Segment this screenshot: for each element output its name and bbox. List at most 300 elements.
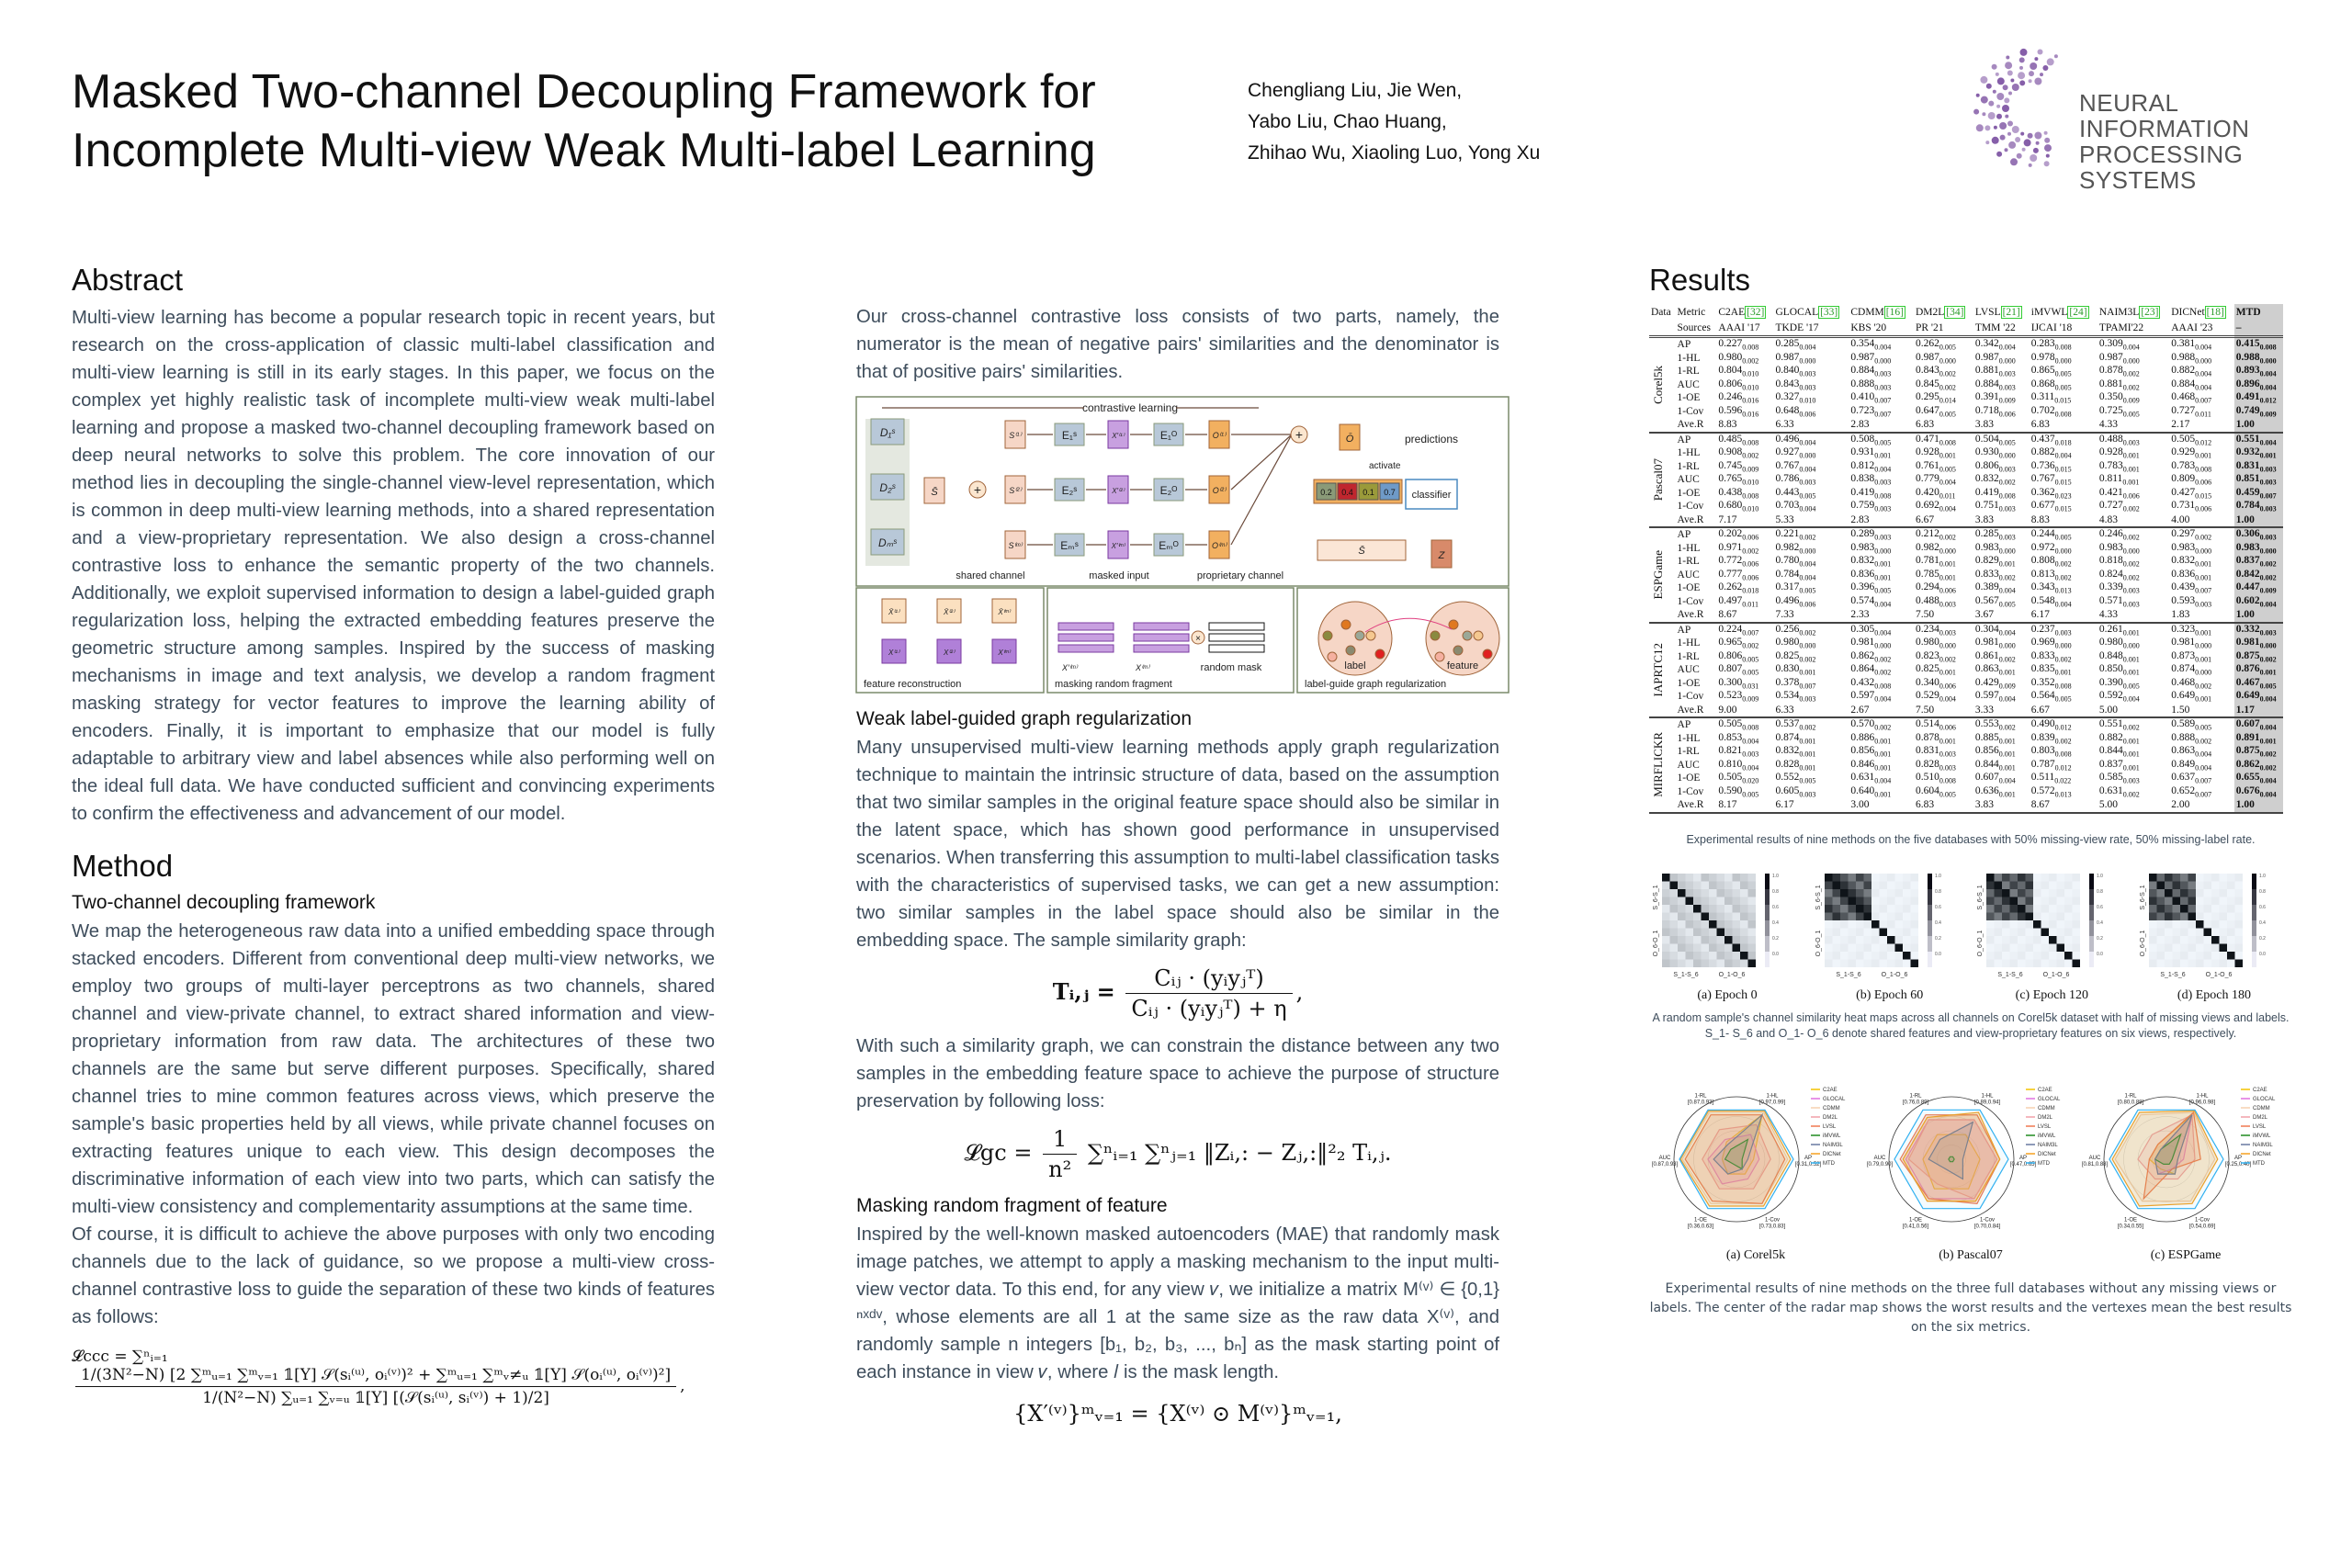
value-mean: 0.305 [1850, 623, 1875, 635]
header-method-name: NAIM3L [2098, 306, 2140, 318]
logo-dot [2004, 97, 2009, 103]
right-column [1649, 262, 2292, 1337]
value-mean: 0.262 [1915, 338, 1939, 350]
heatmap-cell [2033, 936, 2041, 944]
heatmap-cell [1709, 928, 1717, 936]
value-std: 0.009 [1742, 694, 1759, 704]
value-mean: 0.246 [1718, 391, 1743, 403]
value-cell [1773, 759, 1849, 773]
heatmap-cell [1840, 874, 1849, 882]
logo-dot [2010, 79, 2014, 83]
value-mean: 0.983 [2171, 541, 2196, 553]
value-mean: 0.597 [1974, 690, 1999, 702]
value-mean: 0.736 [2030, 459, 2055, 471]
logo-dot [2007, 71, 2013, 76]
subheading-two-channel: Two-channel decoupling framework [72, 892, 376, 913]
value-std: 0.010 [1742, 478, 1759, 487]
value-mean: 0.908 [1718, 446, 1743, 458]
x-m-label: X⁽ᵐ⁾ [1136, 663, 1149, 672]
value-mean: 0.300 [1718, 676, 1743, 688]
value-mean: 0.784 [2235, 500, 2260, 512]
value-mean: 0.602 [2235, 594, 2260, 606]
value-mean: 0.354 [1850, 338, 1875, 350]
heatmap-cell [1748, 897, 1757, 905]
heatmap-cell [1717, 936, 1725, 944]
colorbar-tick: 0.4 [2258, 919, 2266, 926]
heatmap-cell [1678, 936, 1686, 944]
value-cell [1914, 569, 1973, 582]
table-header-source: IJCAI '18 [2030, 320, 2098, 337]
heatmap-cell [1662, 874, 1670, 882]
heatmap-cell [2026, 928, 2034, 936]
heatmap-cell [1856, 912, 1864, 920]
value-cell [1773, 433, 1849, 447]
value-mean: 0.727 [2098, 500, 2123, 512]
value-std: 0.009 [2259, 409, 2277, 418]
value-std: 0.002 [2054, 559, 2072, 569]
value-mean: 0.987 [1915, 351, 1939, 363]
heatmap-cell [1832, 889, 1840, 897]
heatmap-cell [2219, 952, 2227, 960]
value-mean: 0.767 [2030, 473, 2055, 485]
value-mean: 0.496 [1775, 433, 1800, 445]
value-mean: 0.504 [1974, 433, 1999, 445]
heatmap-cell [2188, 936, 2196, 944]
value-cell [1773, 542, 1849, 556]
value-std: 0.004 [1742, 762, 1759, 772]
raw-input-label: X⁽²⁾ [944, 649, 955, 657]
heatmap-cell [1748, 889, 1757, 897]
logo-dot [2005, 115, 2008, 118]
masked-input-label: X′⁽¹⁾ [1112, 432, 1125, 440]
value-std: 0.000 [2195, 641, 2212, 650]
heatmap-ylabel: S_6-S_1 [1977, 884, 1984, 910]
legend-label: MTD [2038, 1160, 2050, 1167]
logo-dot [2033, 148, 2039, 153]
value-std: 0.015 [2054, 504, 2072, 513]
heatmap-cell [2073, 881, 2081, 889]
value-std: 0.004 [1874, 343, 1892, 352]
value-cell [1773, 527, 1849, 542]
table-row [1649, 555, 2283, 569]
heatmap-cell [2057, 897, 2065, 905]
value-std: 0.000 [2054, 641, 2072, 650]
legend-label: MTD [1823, 1160, 1835, 1167]
value-std: 0.012 [2259, 396, 2277, 405]
heatmap-cell [1863, 943, 1871, 952]
value-cell [1973, 527, 2030, 542]
heatmap-cell [2196, 952, 2204, 960]
sample-node [1430, 631, 1440, 640]
value-cell [1914, 527, 1973, 542]
colorbar-tick: 1.0 [1934, 873, 1941, 879]
value-cell [2169, 391, 2234, 405]
value-mean: 0.534 [1775, 690, 1800, 702]
value-cell [2098, 527, 2169, 542]
table-header-source: PR '21 [1914, 320, 1973, 337]
value-mean: 0.529 [1915, 690, 1939, 702]
heatmap-cell [2203, 928, 2211, 936]
heatmap-cell [2196, 936, 2204, 944]
value-cell [2098, 542, 2169, 556]
heatmap-cell [1832, 920, 1840, 929]
value-cell [1849, 391, 1914, 405]
value-cell [1914, 745, 1973, 759]
value-std: 0.013 [2054, 789, 2072, 798]
radar-axis-label: 1-HL [2196, 1093, 2209, 1099]
heatmap-cell [2234, 920, 2243, 929]
metric-cell: AUC [1677, 474, 1700, 486]
table-header-row [1649, 320, 2283, 337]
value-std: 0.004 [1799, 437, 1816, 446]
heatmap-cell [1871, 959, 1880, 967]
metric-cell: AUC [1677, 569, 1700, 581]
logo-dot [2054, 54, 2058, 58]
equation-t [856, 965, 1499, 1021]
heatmap-cell [2149, 959, 2157, 967]
value-cell [1716, 772, 1773, 785]
heatmap-cell [2041, 952, 2050, 960]
value-mean: 2.33 [1850, 609, 1870, 621]
value-cell [2169, 500, 2234, 513]
heatmap-cell [2057, 889, 2065, 897]
value-std: 0.001 [1939, 451, 1956, 460]
heatmap-cell [1678, 881, 1686, 889]
value-cell [1849, 704, 1914, 718]
heatmap-panel [1973, 870, 2130, 1003]
heatmap-cell [2188, 952, 2196, 960]
heatmap-cell [1662, 881, 1670, 889]
radar-axis-label: AP [2018, 1155, 2028, 1161]
heatmap [1812, 870, 1968, 980]
value-mean: 0.983 [2235, 541, 2260, 553]
value-cell [1849, 745, 1914, 759]
value-mean: 0.718 [1974, 404, 1999, 416]
value-mean: 0.982 [1775, 541, 1800, 553]
heatmap-cell [2227, 881, 2235, 889]
heatmap-cell [2073, 889, 2081, 897]
header-method-name: Metric [1677, 306, 1706, 318]
heatmap-cell [1662, 959, 1670, 967]
logo-dot [1994, 126, 1997, 130]
table-header-cell [1649, 304, 1676, 320]
mask-layer [1209, 623, 1264, 630]
value-mean: 0.261 [2098, 623, 2123, 635]
metric-cell: AUC [1677, 378, 1700, 390]
colorbar-tick: 1.0 [2097, 873, 2104, 879]
value-cell [2169, 378, 2234, 392]
logo-dot [1986, 84, 1992, 89]
heatmap-cell [2203, 952, 2211, 960]
value-mean: 0.830 [1775, 663, 1800, 675]
heatmap-cell [1724, 943, 1733, 952]
logo-dot [2030, 154, 2037, 162]
value-cell [2234, 595, 2283, 609]
value-mean: 0.421 [2098, 486, 2123, 498]
decoder-label: D₂ˢ [879, 481, 896, 494]
heatmap-cell [2026, 920, 2034, 929]
value-std: 0.020 [1742, 776, 1759, 785]
value-std: 0.001 [2122, 654, 2140, 663]
value-cell [1914, 542, 1973, 556]
heatmap-cell [1910, 928, 1918, 936]
value-std: 0.005 [1742, 789, 1759, 798]
legend-label: DICNet [2253, 1151, 2271, 1157]
diagram-label-label: label [1344, 660, 1366, 671]
value-mean: 4.00 [2171, 513, 2190, 525]
header-method-name: C2AE [1718, 306, 1746, 318]
value-std: 0.000 [2054, 546, 2072, 555]
value-std: 0.005 [2054, 382, 2072, 391]
colorbar-tick: 0.8 [1934, 888, 1941, 895]
heatmap-cell [2211, 905, 2220, 913]
heatmap-cell [1733, 881, 1741, 889]
value-std: 0.003 [1799, 789, 1816, 798]
colorbar-tick: 0.2 [2097, 935, 2104, 942]
value-mean: 3.67 [1974, 609, 1994, 621]
table-row [1649, 595, 2283, 609]
value-mean: 0.875 [2235, 649, 2260, 661]
heatmap-cell [2180, 952, 2188, 960]
private-feature-label: O⁽ᵐ⁾ [1212, 541, 1227, 550]
value-mean: 5.33 [1775, 513, 1794, 525]
heatmap-cell [2203, 874, 2211, 882]
value-mean: 0.362 [2030, 486, 2055, 498]
shared-encoder-label: E₂ˢ [1061, 484, 1078, 497]
value-std: 0.001 [2195, 654, 2212, 663]
colorbar-tick: 0.6 [1934, 904, 1941, 910]
value-cell [1773, 418, 1849, 433]
heatmap-cell [2172, 874, 2180, 882]
value-mean: 0.221 [1775, 528, 1800, 540]
table-row [1649, 608, 2283, 623]
value-std: 0.004 [2195, 369, 2212, 378]
value-cell [1773, 745, 1849, 759]
value-mean: 0.833 [2030, 649, 2055, 661]
value-std: 0.008 [1742, 491, 1759, 500]
value-cell [1716, 798, 1773, 813]
eq-denominator: 1/(N²−N) ∑ᵤ₌₁ ∑ᵥ₌ᵤ 𝟙[Υ] [(𝒮(sᵢ⁽ᵘ⁾, sᵢ⁽ᵛ⁾) + 1)/2] [202, 1389, 549, 1407]
value-std: 0.000 [2259, 546, 2277, 555]
value-std: 0.002 [1874, 723, 1892, 732]
masked-input-label: X′⁽²⁾ [1112, 487, 1125, 495]
method-paragraph: With such a similarity graph, we can constrain the distance between any two samples in the embedding feature space to achieve the purpose of structure preservation by following loss: [856, 1036, 1499, 1111]
value-mean: 0.419 [1974, 486, 1999, 498]
value-std: 0.006 [1742, 559, 1759, 569]
value-mean: 0.589 [2171, 718, 2196, 730]
legend-label: iMVWL [2038, 1133, 2056, 1139]
heatmap-cell [2156, 959, 2165, 967]
value-std: 0.006 [1939, 681, 1956, 690]
heatmap-cell [2165, 905, 2173, 913]
value-mean: 0.987 [1775, 351, 1800, 363]
heatmap-cell [1903, 889, 1911, 897]
colorbar-tick: 0.6 [1772, 904, 1779, 910]
value-cell [1973, 433, 2030, 447]
value-std: 0.005 [1799, 776, 1816, 785]
value-mean: 0.202 [1718, 528, 1743, 540]
value-mean: 0.396 [1850, 581, 1875, 593]
heatmap-cell [1678, 905, 1686, 913]
colorbar-segment [1928, 905, 1932, 920]
value-std: 0.004 [1998, 694, 2016, 704]
raw-input-label: X⁽¹⁾ [888, 649, 899, 657]
header-method-name: DM2L [1915, 306, 1945, 318]
colorbar-segment [1765, 905, 1770, 920]
radar-axis-label: 1-OE [1693, 1217, 1708, 1223]
heatmap-cell [1740, 952, 1748, 960]
radar-series [1679, 1110, 1793, 1208]
heatmap-cell [2219, 897, 2227, 905]
heatmap-cell [1840, 959, 1849, 967]
value-std: 0.004 [2195, 762, 2212, 772]
heatmap-row [1649, 870, 2292, 1003]
value-std: 0.001 [2259, 736, 2277, 745]
value-std: 0.000 [2122, 641, 2140, 650]
logo-dot [2038, 50, 2043, 55]
radar-axis-label: AUC [2088, 1155, 2101, 1161]
heatmap-cell [1740, 897, 1748, 905]
value-mean: 7.50 [1915, 609, 1935, 621]
value-cell [1773, 785, 1849, 799]
value-cell [1849, 677, 1914, 691]
value-cell [1773, 500, 1849, 513]
colorbar-tick: 0.4 [1934, 919, 1941, 926]
colorbar-segment [2089, 889, 2094, 905]
value-mean: 0.604 [1915, 784, 1939, 796]
heatmap-cell [2165, 943, 2173, 952]
value-mean: 2.17 [2171, 419, 2190, 431]
value-std: 0.004 [2122, 694, 2140, 704]
value-mean: 0.848 [2098, 649, 2123, 661]
value-cell [1773, 581, 1849, 595]
heatmap-cell [1748, 874, 1757, 882]
dataset-cell [1649, 717, 1676, 813]
left-column [72, 262, 715, 1418]
heatmap-cell [2196, 928, 2204, 936]
value-std: 0.001 [1939, 559, 1956, 569]
heatmap-cell [2180, 912, 2188, 920]
value-cell [2169, 595, 2234, 609]
heatmap-cell [1879, 943, 1887, 952]
dataset-name: Pascal07 [1651, 458, 1665, 502]
heatmap-cell [2172, 889, 2180, 897]
heatmap-ylabel: O_6-O_1 [1815, 930, 1822, 956]
value-std: 0.003 [1998, 533, 2016, 542]
sample-node [1366, 631, 1375, 640]
value-std: 0.005 [1799, 491, 1816, 500]
colorbar-tick: 0.0 [2097, 951, 2104, 957]
heatmap-cell [1825, 897, 1833, 905]
value-cell [2098, 378, 2169, 392]
heatmap-cell [2018, 959, 2026, 967]
masked-fragment-layer [1058, 634, 1114, 641]
heatmap-cell [1995, 889, 2003, 897]
logo-dot [2007, 121, 2013, 127]
value-mean: 0.846 [1850, 758, 1875, 770]
heatmap-cell [1748, 936, 1757, 944]
heatmap-ylabel: S_6-S_1 [2139, 884, 2146, 910]
value-cell [1973, 352, 2030, 366]
heatmap-cell [1717, 874, 1725, 882]
value-cell [1849, 352, 1914, 366]
eq-denominator: n² [1048, 1156, 1072, 1182]
heatmap-cell [1986, 920, 1995, 929]
colorbar-segment [2089, 905, 2094, 920]
value-mean: 6.83 [1915, 419, 1935, 431]
heatmap-cell [1724, 936, 1733, 944]
value-std: 0.004 [1998, 586, 2016, 595]
header-method-name: iMVWL [2030, 306, 2068, 318]
heatmap-cell [2026, 936, 2034, 944]
value-mean: 5.00 [2098, 799, 2118, 811]
radar-axis-label: [0.97,0.99] [1758, 1100, 1786, 1105]
radar-chart [1649, 1078, 1862, 1244]
legend-label: LVSL [2253, 1123, 2267, 1130]
value-cell [2169, 677, 2234, 691]
value-mean: 0.881 [1974, 365, 1999, 377]
logo-dot [2029, 164, 2032, 167]
value-cell [1773, 623, 1849, 637]
value-std: 0.004 [2122, 343, 2140, 352]
value-std: 0.003 [1939, 762, 1956, 772]
heatmap-cell [2064, 889, 2073, 897]
value-mean: 0.640 [1850, 784, 1875, 796]
value-mean: 0.862 [2235, 758, 2260, 770]
value-std: 0.011 [1742, 599, 1758, 608]
value-cell [1849, 650, 1914, 664]
metric-cell: 1-Cov [1677, 405, 1704, 417]
logo-dot [1996, 105, 2000, 108]
value-mean: 0.981 [1974, 637, 1999, 649]
value-mean: 0.309 [2098, 338, 2123, 350]
heatmap-cell [1848, 874, 1856, 882]
value-cell [1716, 623, 1773, 637]
value-cell [1849, 798, 1914, 813]
value-cell [1849, 732, 1914, 746]
value-cell [1773, 650, 1849, 664]
heatmap-cell [1702, 943, 1710, 952]
value-mean: 0.702 [2030, 404, 2055, 416]
heatmap-cell [2196, 889, 2204, 897]
o-bar-label: Ō [1345, 434, 1354, 445]
heatmap-cell [2041, 920, 2050, 929]
heatmap-cell [1709, 889, 1717, 897]
value-mean: 0.244 [2030, 528, 2055, 540]
value-mean: 0.636 [1974, 784, 1999, 796]
value-std: 0.013 [2054, 586, 2072, 595]
value-mean: 0.785 [1915, 568, 1939, 580]
value-cell [2234, 365, 2283, 378]
eq-lhs: 𝓛gc = [964, 1140, 1033, 1166]
value-mean: 0.378 [1775, 676, 1800, 688]
value-mean: 1.17 [2235, 704, 2255, 716]
heatmap-cell [2002, 952, 2010, 960]
heatmap-cell [1740, 920, 1748, 929]
heatmap-cell [1903, 943, 1911, 952]
table-row [1649, 637, 2283, 650]
heatmap-cell [2203, 889, 2211, 897]
logo-dot [1988, 112, 1996, 119]
legend-label: NAIM3L [2038, 1142, 2058, 1148]
value-cell [2030, 433, 2098, 447]
heatmap-cell [1871, 912, 1880, 920]
table-header-cell [2169, 304, 2234, 320]
value-mean: 0.787 [2030, 758, 2055, 770]
radar-axis-label: 1-OE [2123, 1217, 2138, 1223]
heatmap-cell [1686, 881, 1694, 889]
heatmap-cell [1856, 936, 1864, 944]
